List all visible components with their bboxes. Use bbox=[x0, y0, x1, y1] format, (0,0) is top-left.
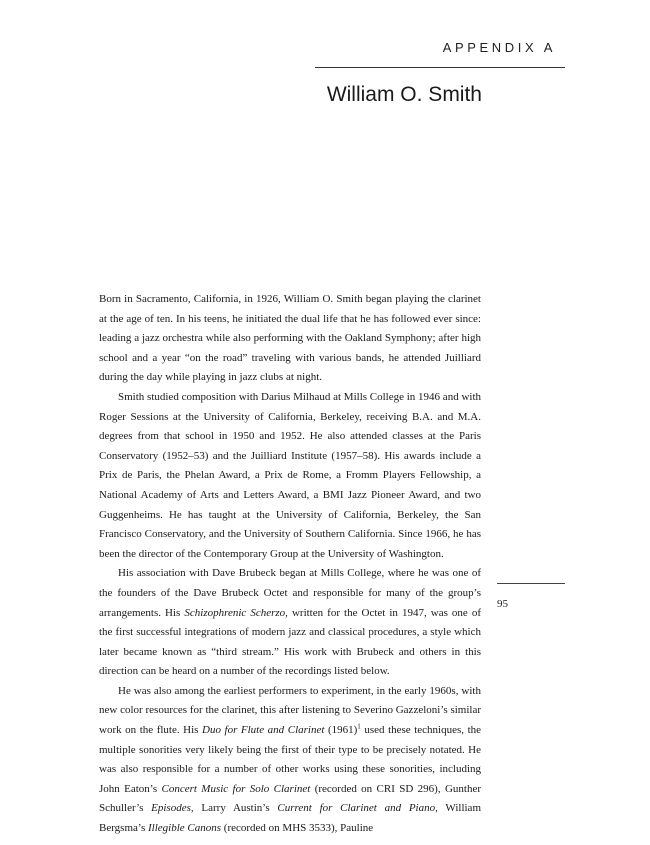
paragraph-2 bbox=[99, 388, 481, 564]
text-run: (recorded on CRI SD 296), Gunther Schuller’s bbox=[99, 782, 481, 815]
text-run: William Bergsma’s bbox=[99, 802, 481, 835]
text-run: (1961) bbox=[324, 724, 358, 737]
paragraph-1 bbox=[99, 290, 481, 388]
header-rule bbox=[315, 67, 565, 68]
italic-title: Duo for Flute and Clarinet bbox=[202, 724, 325, 737]
italic-title: Illegible Canons bbox=[148, 822, 222, 835]
text-run: Born in Sacramento, California, in 1926, William O. Smith began playing the clarinet at the age of ten. In his teens, he initiated the dual life that he has followed ever since: leading a jazz orchestra while also performing with the Oakland Symphony; after high school and a year “on the road” traveling with various bands, he attended Juilliard during the day while playing in jazz clubs at night. bbox=[99, 293, 481, 384]
body-text bbox=[99, 290, 481, 839]
chapter-title: William O. Smith bbox=[326, 83, 482, 106]
text-run: His association with Dave Brubeck began at Mills College, where he was one of the founders of the Dave Brubeck Octet and responsible for many of the group’s arrangements. His bbox=[99, 567, 481, 619]
section-label: APPENDIX A bbox=[442, 40, 556, 55]
italic-title: Current for Clarinet and Piano, bbox=[277, 802, 438, 815]
page-number: 95 bbox=[497, 598, 508, 610]
text-run: written for the Octet in 1947, was one of the first successful integrations of modern jazz and classical procedures, a style which later became known as “third stream.” His work with Brubeck and others in this direction can be heard on a number of the recordings listed below. bbox=[99, 606, 482, 678]
italic-title: Concert Music for Solo Clarinet bbox=[161, 782, 311, 795]
text-run: Larry Austin’s bbox=[193, 802, 278, 815]
footnote-ref: 1 bbox=[357, 722, 361, 731]
text-run: He was also among the earliest performers to experiment, in the early 1960s, with new color resources for the clarinet, this after listening to Severino Gazzeloni’s similar work on the flute. His bbox=[99, 684, 481, 737]
text-run: Smith studied composition with Darius Milhaud at Mills College in 1946 and with Roger Sessions at the University of California, Berkeley, receiving B.A. and M.A. degrees from that school in 1950 and 1952. He also attended classes at the Paris Conservatory (1952–53) and the Juilliard Institute (1957–58). His awards include a Prix de Paris, the Phelan Award, a Prix de Rome, a Fromm Players Fellowship, a National Academy of Arts and Letters Award, a BMI Jazz Pioneer Award, and two Guggenheims. He has taught at the University of California, Berkeley, the San Francisco Conservatory, and the University of Southern California. Since 1966, he has been the director of the Contemporary Group at the University of Washington. bbox=[99, 390, 481, 560]
paragraph-4 bbox=[99, 682, 481, 839]
text-run: used these techniques, the multiple sonorities very likely being the first of their type to be precisely notated. He was also responsible for a number of other works using these sonorities, including John Eaton’s bbox=[99, 724, 482, 795]
italic-title: Episodes, bbox=[151, 802, 194, 815]
text-run: (recorded on MHS 3533), Pauline bbox=[221, 822, 374, 835]
italic-title: Schizophrenic Scherzo, bbox=[184, 606, 288, 619]
paragraph-3 bbox=[99, 564, 481, 682]
margin-rule bbox=[497, 583, 565, 584]
